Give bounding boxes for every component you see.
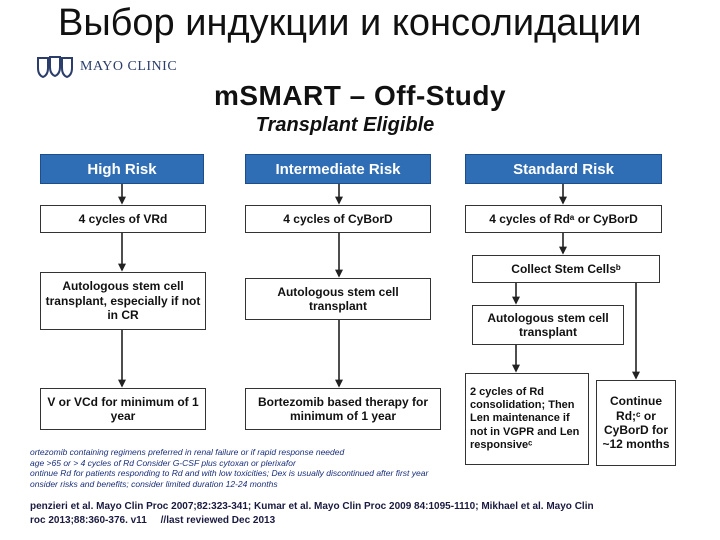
diagram-subtitle: Transplant Eligible bbox=[255, 114, 435, 136]
int-maintenance-box: Bortezomib based therapy for minimum of 1 year bbox=[245, 388, 441, 430]
footnote-a: ortezomib containing regimens preferred in renal failure or if rapid response needed bbox=[30, 447, 345, 457]
high-induction-box: 4 cycles of VRd bbox=[40, 205, 206, 233]
footnote-b: age >65 or > 4 cycles of Rd Consider G-CSF plus cytoxan or plerixafor bbox=[30, 457, 296, 468]
header-intermediate-risk: Intermediate Risk bbox=[245, 154, 431, 184]
reference-line-2: roc 2013;88:360-376. v11 //last reviewed Dec 2013 bbox=[30, 515, 276, 526]
header-high-risk: High Risk bbox=[40, 154, 204, 184]
std-consolidation-box: 2 cycles of Rd consolidation; Then Len maintenance if not in VGPR and Len responsiveᶜ bbox=[465, 373, 589, 465]
int-transplant-box: Autologous stem cell transplant bbox=[245, 278, 431, 320]
std-continue-box: Continue Rd;ᶜ or CyBorD for ~12 months bbox=[596, 380, 676, 466]
footnote-d: onsider risks and benefits; consider limited duration 12-24 months bbox=[30, 478, 278, 489]
high-transplant-box: Autologous stem cell transplant, especially if not in CR bbox=[40, 272, 206, 330]
diagram-title: mSMART – Off-Study bbox=[213, 80, 507, 111]
references bbox=[30, 500, 710, 528]
reference-line-1: penzieri et al. Mayo Clin Proc 2007;82:323-341; Kumar et al. Mayo Clin Proc 2009 84:1095-1110; Mikhael et al. Mayo Clin bbox=[30, 501, 594, 512]
std-induction-box: 4 cycles of Rdᵃ or CyBorD bbox=[465, 205, 662, 233]
std-collect-box: Collect Stem Cellsᵇ bbox=[472, 255, 660, 283]
std-transplant-box: Autologous stem cell transplant bbox=[472, 305, 624, 345]
footnotes bbox=[30, 447, 428, 490]
high-maintenance-box: V or VCd for minimum of 1 year bbox=[40, 388, 206, 430]
header-standard-risk: Standard Risk bbox=[465, 154, 662, 184]
logo-text: MAYO CLINIC bbox=[80, 59, 178, 74]
footnote-c: ontinue Rd for patients responding to Rd and with low toxicities; Dex is usually discontinued after first year bbox=[30, 468, 429, 479]
slide-title: Выбор индукции и консолидации bbox=[58, 2, 642, 44]
int-induction-box: 4 cycles of CyBorD bbox=[245, 205, 431, 233]
